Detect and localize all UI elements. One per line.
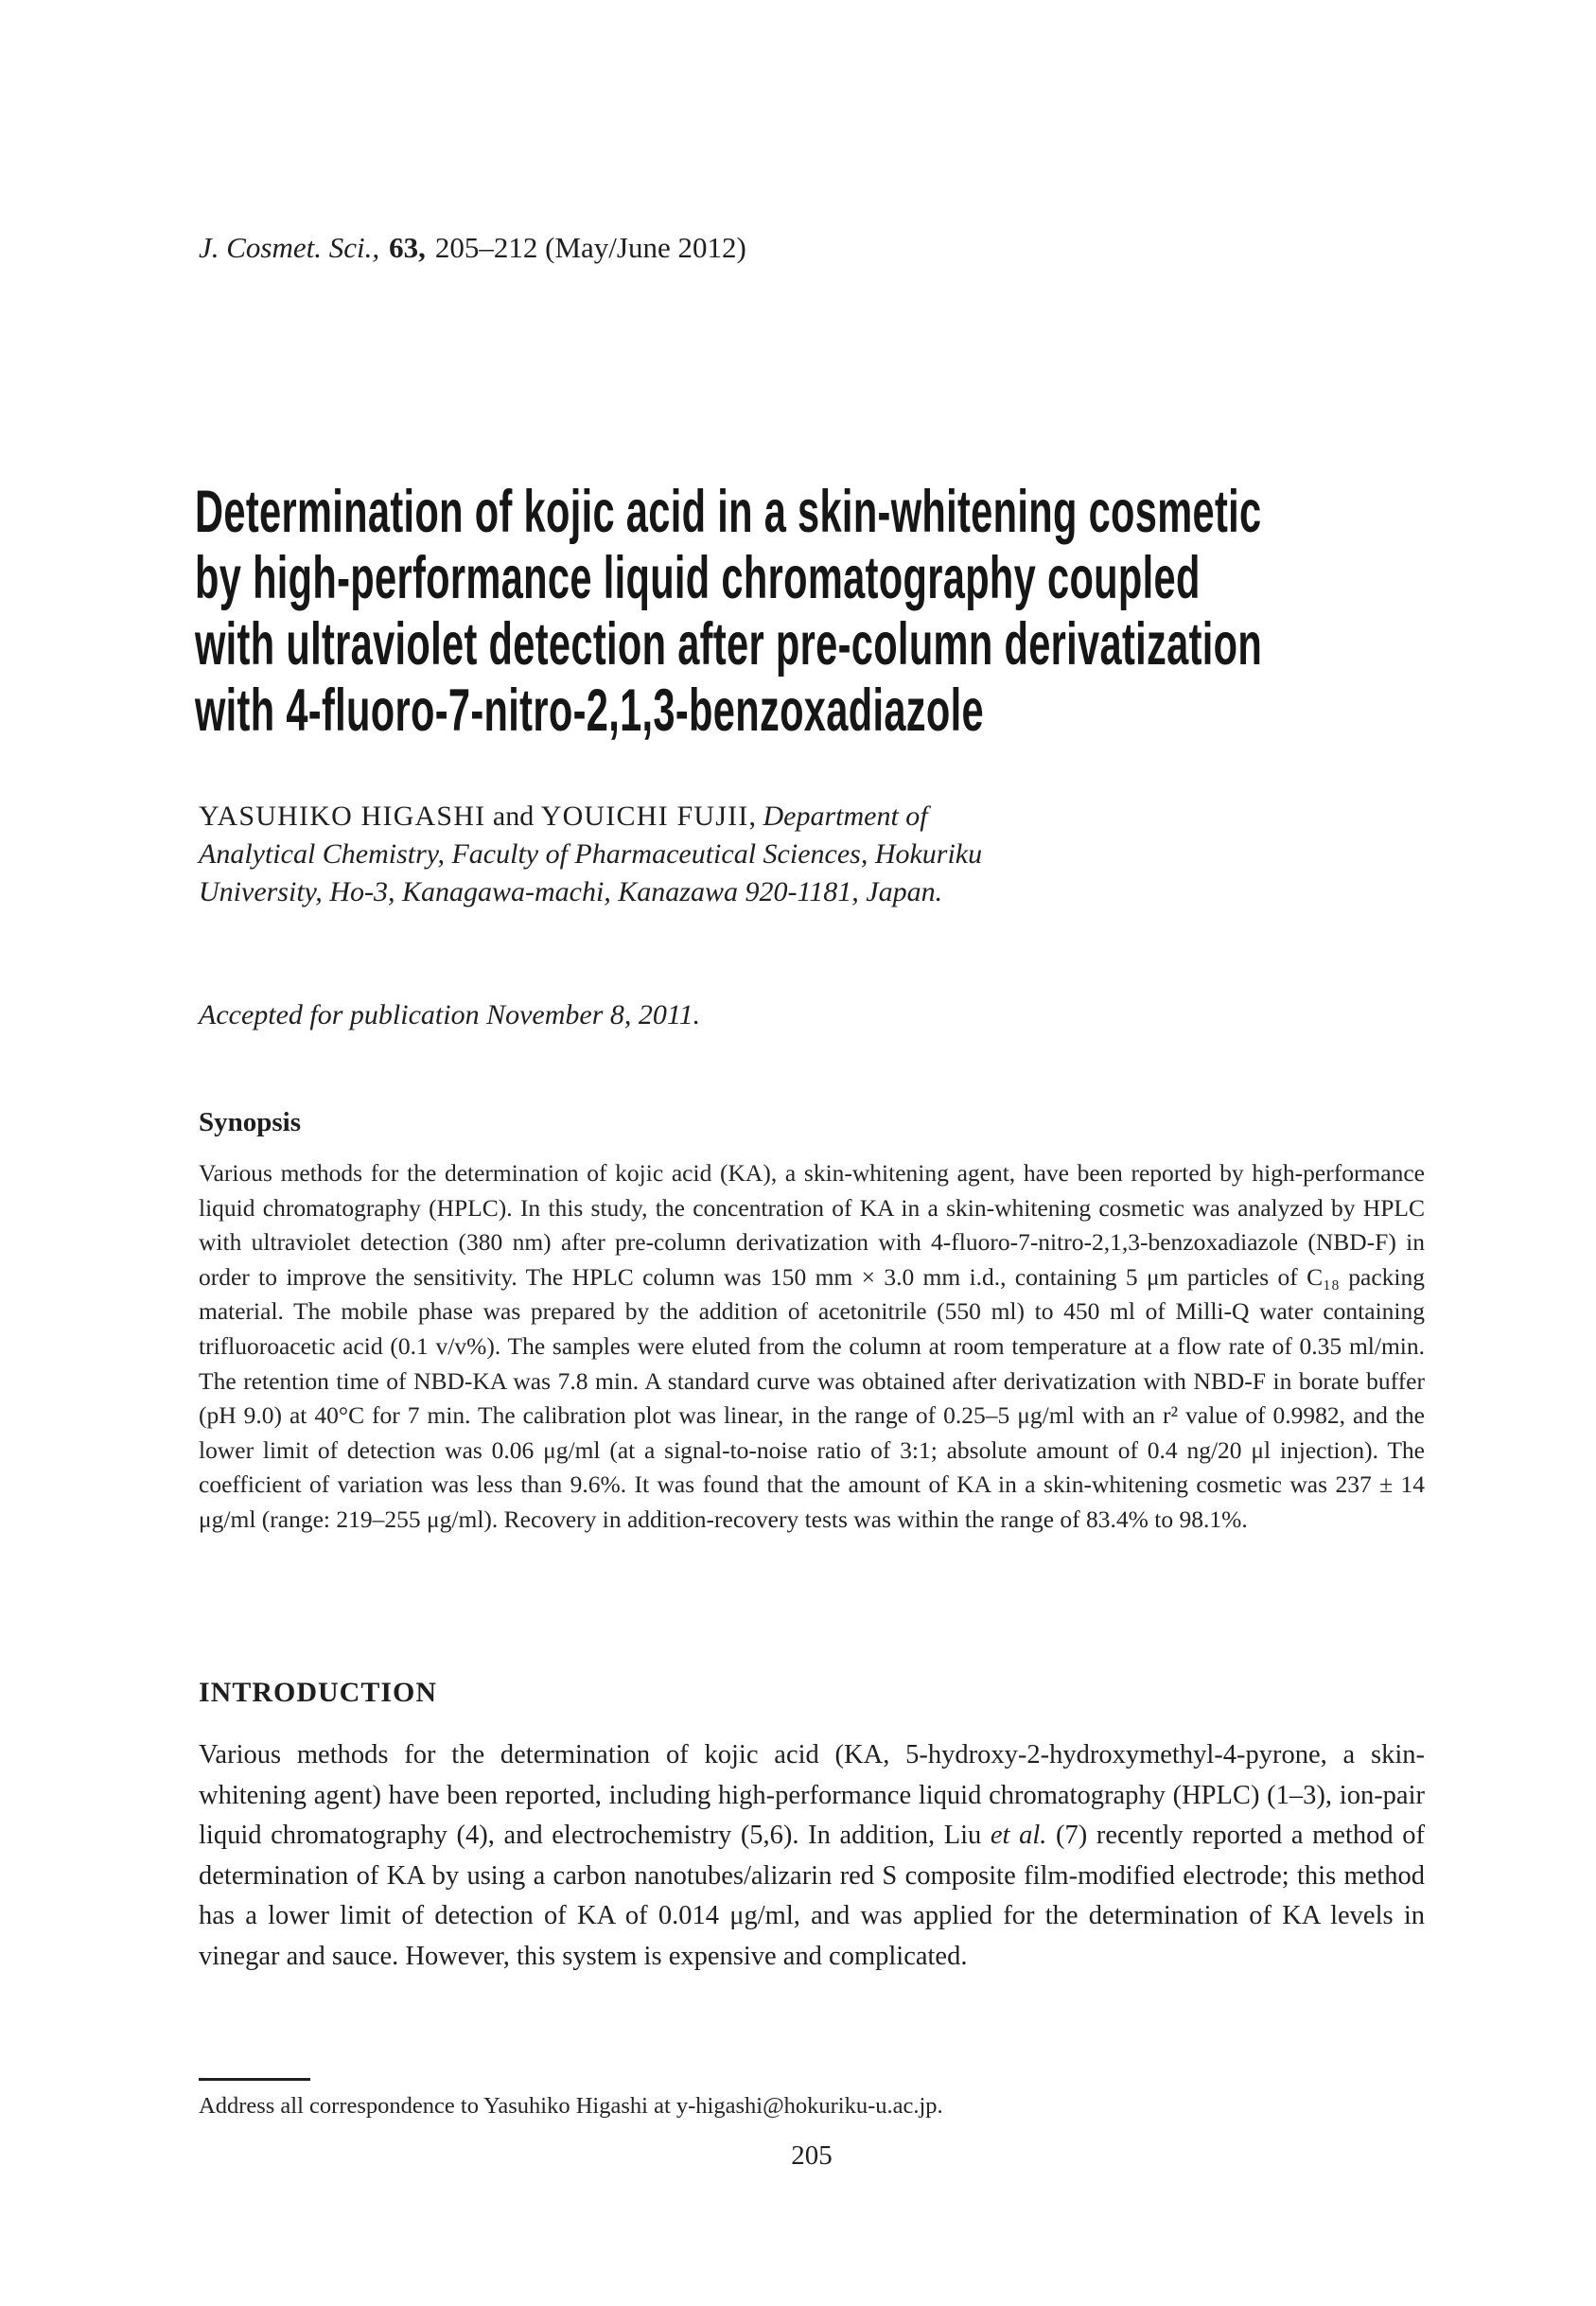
author-1: YASUHIKO HIGASHI bbox=[199, 801, 486, 832]
article-title bbox=[195, 479, 1596, 744]
et-al-italic: et al. bbox=[990, 1821, 1047, 1850]
journal-name: J. Cosmet. Sci., bbox=[199, 231, 380, 264]
authors-conjunction: and bbox=[485, 801, 541, 832]
author-2: YOUICHI FUJII bbox=[540, 801, 749, 832]
journal-header bbox=[199, 231, 746, 265]
introduction-text bbox=[199, 1735, 1425, 1977]
synopsis-heading: Synopsis bbox=[199, 1107, 302, 1137]
authors-block bbox=[199, 798, 1012, 911]
affiliation-text: Department of Analytical Chemistry, Faculty of Pharmaceutical Sciences, Hokuriku University, Ho-3, Kanagawa-machi, Kanazawa 920-1181, Japan. bbox=[199, 801, 983, 907]
article-title-line-3: with ultraviolet detection after pre-column derivatization bbox=[195, 611, 1263, 678]
footnote-text: Address all correspondence to Yasuhiko Higashi at y-higashi@hokuriku-u.ac.jp. bbox=[199, 2093, 943, 2119]
introduction-text-after-etal: (7) recently reported a method of determination of KA by using a carbon nanotubes/alizarin red S composite film-modified electrode; this method has a lower limit of detection of KA of 0.014 μg/ml, and was applied for the determination of KA levels in vinegar and sauce. However, this system is expensive and complicated. bbox=[199, 1821, 1425, 1971]
journal-volume: 63, bbox=[389, 231, 426, 264]
article-title-line-4: with 4-fluoro-7-nitro-2,1,3-benzoxadiazole bbox=[195, 678, 984, 744]
article-title-line-2: by high-performance liquid chromatography coupled bbox=[195, 545, 1201, 611]
page-number: 205 bbox=[791, 2140, 833, 2171]
acceptance-note: Accepted for publication November 8, 2011. bbox=[199, 999, 701, 1030]
journal-pages-date: 205–212 (May/June 2012) bbox=[434, 231, 746, 264]
synopsis-text: Various methods for the determination of kojic acid (KA), a skin-whitening agent, have been reported by high-performance liquid chromatography (HPLC). In this study, the concentration of KA in a skin-whitening cosmetic was analyzed by HPLC with ultraviolet detection (380 nm) after pre-column derivatization with 4-fluoro-7-nitro-2,1,3-benzoxadiazole (NBD-F) in order to improve the sensitivity. The HPLC column was 150 mm × 3.0 mm i.d., containing 5 μm particles of C₁₈ packing material. The mobile phase was prepared by the addition of acetonitrile (550 ml) to 450 ml of Milli-Q water containing trifluoroacetic acid (0.1 v/v%). The samples were eluted from the column at room temperature at a flow rate of 0.35 ml/min. The retention time of NBD-KA was 7.8 min. A standard curve was obtained after derivatization with NBD-F in borate buffer (pH 9.0) at 40°C for 7 min. The calibration plot was linear, in the range of 0.25–5 μg/ml with an r² value of 0.9982, and the lower limit of detection was 0.06 μg/ml (at a signal-to-noise ratio of 3:1; absolute amount of 0.4 ng/20 μl injection). The coefficient of variation was less than 9.6%. It was found that the amount of KA in a skin-whitening cosmetic was 237 ± 14 μg/ml (range: 219–255 μg/ml). Recovery in addition-recovery tests was within the range of 83.4% to 98.1%. bbox=[199, 1159, 1425, 1533]
introduction-heading: INTRODUCTION bbox=[199, 1677, 438, 1708]
footnote-rule bbox=[199, 2078, 310, 2081]
authors-separator: , bbox=[748, 801, 763, 832]
article-title-line-1: Determination of kojic acid in a skin-whitening cosmetic bbox=[195, 479, 1262, 545]
introduction-text-before-etal: Various methods for the determination of kojic acid (KA, 5-hydroxy-2-hydroxymethyl-4-pyrone, a skin-whitening agent) have been reported, including high-performance liquid chromatography (HPLC) (1–3), ion-pair liquid chromatography (4), and electrochemistry (5,6). In addition, Liu bbox=[199, 1740, 1425, 1850]
